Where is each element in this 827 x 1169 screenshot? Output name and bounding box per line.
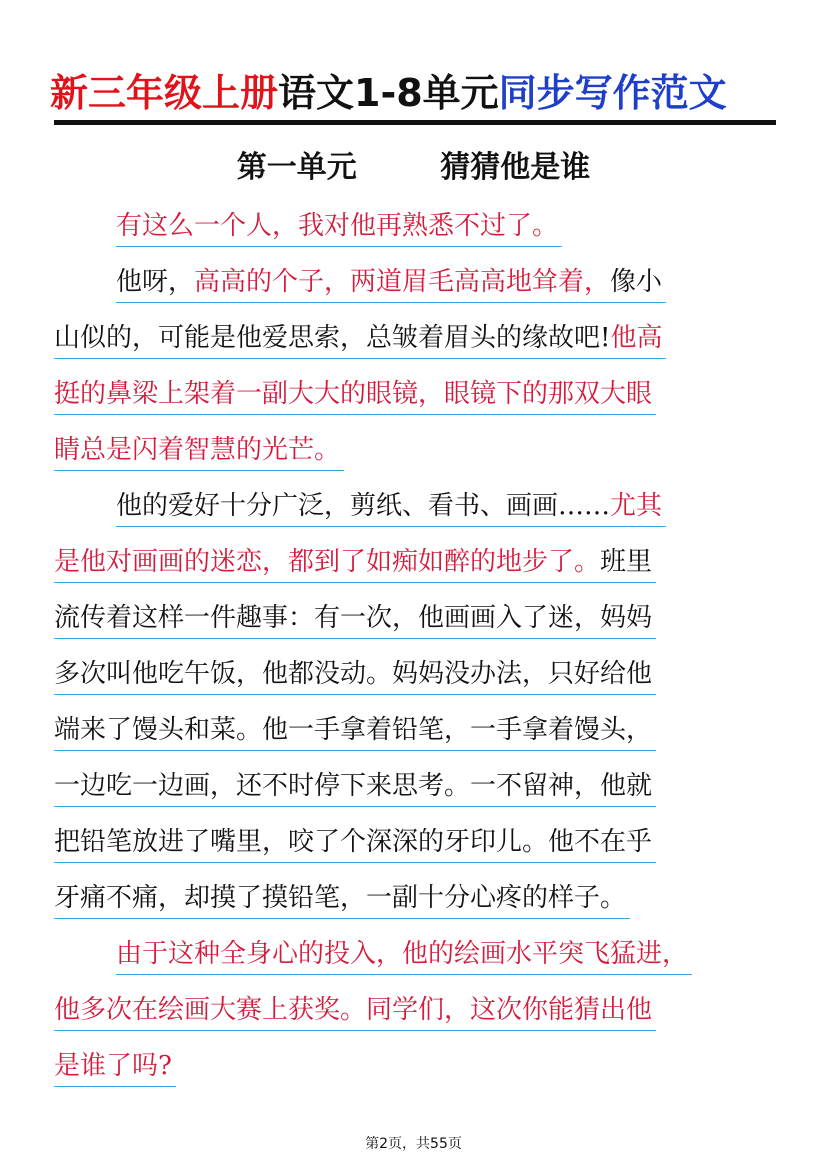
essay-line <box>54 430 344 471</box>
highlighted-sentence: 是他对画画的迷恋，都到了如痴如醉的地步了。 <box>54 547 601 577</box>
section-heading <box>0 146 827 190</box>
highlighted-sentence: 是谁了吗? <box>54 1051 172 1081</box>
essay-line <box>116 934 692 975</box>
body-text: 牙痛不痛，却摸了摸铅笔，一副十分心疼的样子。 <box>54 883 627 913</box>
essay-line <box>54 822 656 863</box>
body-text: 端来了馒头和菜。他一手拿着铅笔，一手拿着馒头， <box>54 715 653 745</box>
highlighted-sentence: 睛总是闪着智慧的光芒。 <box>54 435 341 465</box>
title-part-type: 同步写作范文 <box>498 71 727 115</box>
essay-line <box>54 542 656 583</box>
highlighted-sentence: 高高的个子，两道眉毛高高地耸着， <box>194 267 611 297</box>
highlighted-sentence: 他多次在绘画大赛上获奖。同学们，这次你能猜出他 <box>54 995 653 1025</box>
essay-line <box>54 878 630 919</box>
essay-line <box>54 990 656 1031</box>
body-text: 流传着这样一件趣事：有一次，他画画入了迷，妈妈 <box>54 603 653 633</box>
essay-line <box>54 710 656 751</box>
body-text: 多次叫他吃午饭，他都没动。妈妈没办法，只好给他 <box>54 659 653 689</box>
body-text: 他呀， <box>116 267 195 297</box>
title-underline <box>54 120 776 125</box>
essay-line <box>54 318 666 359</box>
essay-line <box>54 1046 176 1087</box>
body-text: 把铅笔放进了嘴里，咬了个深深的牙印儿。他不在乎 <box>54 827 653 857</box>
essay-topic: 猜猜他是谁 <box>440 150 591 185</box>
unit-label: 第一单元 <box>236 150 357 185</box>
essay-line <box>116 262 666 303</box>
highlighted-sentence: 尤其 <box>610 491 663 521</box>
title-part-grade: 新三年级上册 <box>50 71 279 115</box>
highlighted-sentence: 有这么一个人，我对他再熟悉不过了。 <box>116 211 559 241</box>
essay-line <box>116 486 666 527</box>
essay-line <box>54 654 656 695</box>
page-number: 第2页，共55页 <box>365 1136 462 1152</box>
body-text: 他的爱好十分广泛，剪纸、看书、画画…… <box>116 491 611 521</box>
body-text: 班里 <box>600 547 653 577</box>
highlighted-sentence: 他高 <box>610 323 663 353</box>
essay-line <box>116 206 562 247</box>
document-title <box>50 66 780 120</box>
highlighted-sentence: 由于这种全身心的投入，他的绘画水平突飞猛进， <box>116 939 689 969</box>
body-text: 山似的，可能是他爱思索，总皱着眉头的缘故吧! <box>54 323 611 353</box>
essay-line <box>54 374 656 415</box>
essay-line <box>54 766 656 807</box>
highlighted-sentence: 挺的鼻梁上架着一副大大的眼镜，眼镜下的那双大眼 <box>54 379 653 409</box>
essay-line <box>54 598 656 639</box>
title-part-subject: 语文1-8单元 <box>278 71 499 115</box>
body-text: 一边吃一边画，还不时停下来思考。一不留神，他就 <box>54 771 653 801</box>
body-text: 像小 <box>610 267 663 297</box>
